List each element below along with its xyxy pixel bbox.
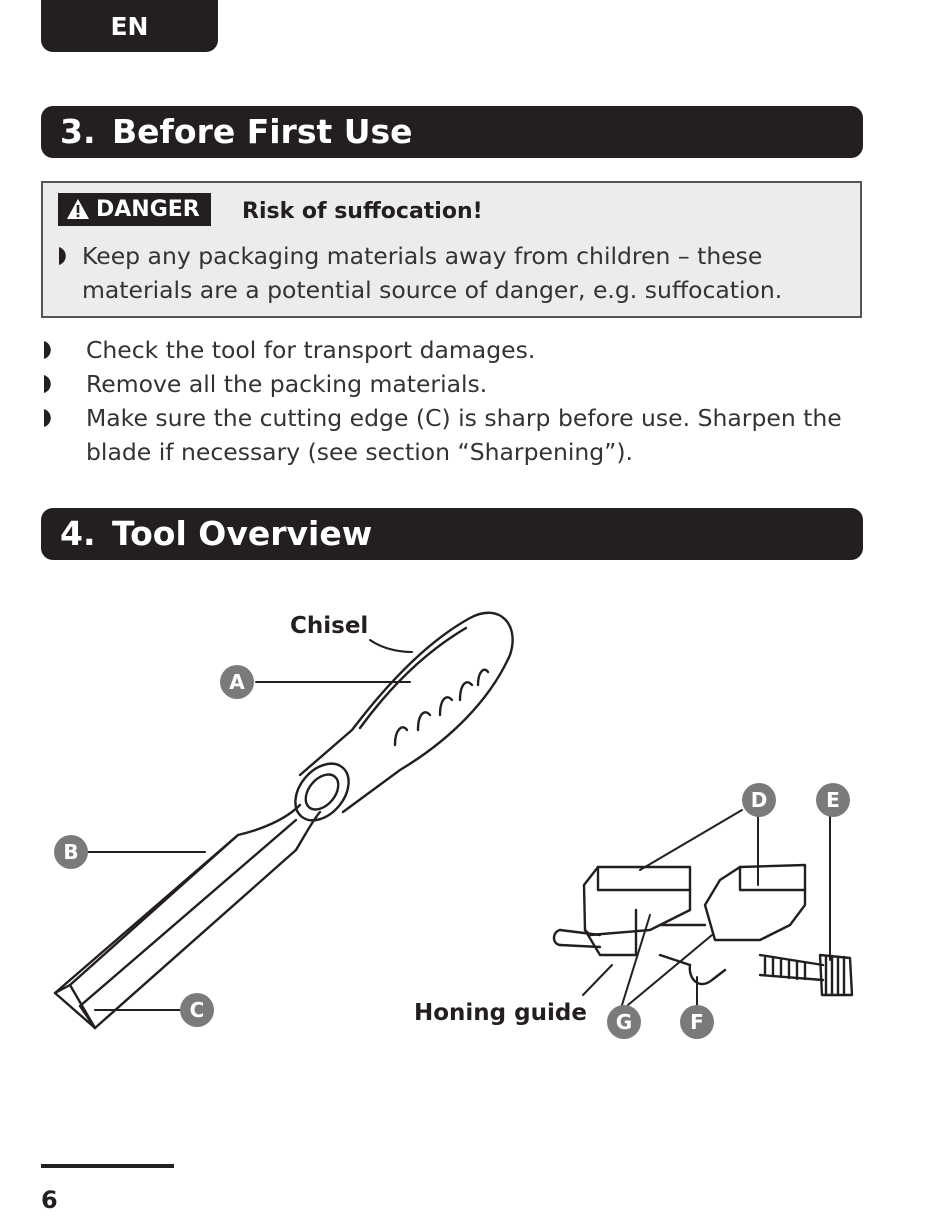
list-item-line: blade if necessary (see section “Sharpening”). bbox=[86, 438, 633, 466]
tool-illustration bbox=[0, 580, 950, 1060]
callout-badge-a: A bbox=[220, 665, 254, 699]
danger-bullet-line: materials are a potential source of danger, e.g. suffocation. bbox=[82, 276, 783, 304]
callout-badge-f: F bbox=[680, 1005, 714, 1039]
page-number: 6 bbox=[41, 1186, 58, 1214]
callout-badge-e: E bbox=[816, 783, 850, 817]
list-item bbox=[86, 367, 487, 401]
callout-badge-c: C bbox=[180, 993, 214, 1027]
list-item bbox=[86, 401, 842, 469]
section-3-header bbox=[41, 106, 863, 158]
list-item-line: Remove all the packing materials. bbox=[86, 370, 488, 398]
honing-guide-label: Honing guide bbox=[414, 1000, 587, 1026]
honing-guide-icon bbox=[554, 865, 852, 995]
chisel-label: Chisel bbox=[290, 613, 369, 639]
tool-overview-figure bbox=[0, 580, 950, 1060]
danger-tag-label: DANGER bbox=[96, 197, 200, 222]
section-3-number: 3. bbox=[60, 112, 96, 151]
footer-rule bbox=[41, 1164, 174, 1168]
callout-badge-d: D bbox=[742, 783, 776, 817]
danger-bullet-line: Keep any packaging materials away from children – these bbox=[82, 242, 763, 270]
section-3-title: Before First Use bbox=[112, 112, 413, 151]
section-4-header bbox=[41, 508, 863, 560]
danger-title: Risk of suffocation! bbox=[242, 199, 483, 224]
bullet-marker-icon bbox=[42, 374, 56, 394]
danger-tag bbox=[58, 193, 211, 226]
list-item-line: Make sure the cutting edge (C) is sharp before use. Sharpen the bbox=[86, 404, 842, 432]
list-item-line: Check the tool for transport damages. bbox=[86, 336, 536, 364]
callout-badge-b: B bbox=[54, 835, 88, 869]
callout-badge-g: G bbox=[607, 1005, 641, 1039]
danger-bullet-text bbox=[82, 239, 782, 307]
bullet-marker-icon bbox=[57, 246, 71, 266]
chisel-handle-icon bbox=[285, 613, 513, 831]
language-tab: EN bbox=[41, 0, 218, 52]
warning-triangle-icon bbox=[66, 198, 90, 220]
bullet-marker-icon bbox=[42, 340, 56, 360]
list-item bbox=[86, 333, 535, 367]
danger-warning-box bbox=[41, 181, 862, 318]
section-4-title: Tool Overview bbox=[112, 514, 373, 553]
section-4-number: 4. bbox=[60, 514, 96, 553]
bullet-marker-icon bbox=[42, 408, 56, 428]
